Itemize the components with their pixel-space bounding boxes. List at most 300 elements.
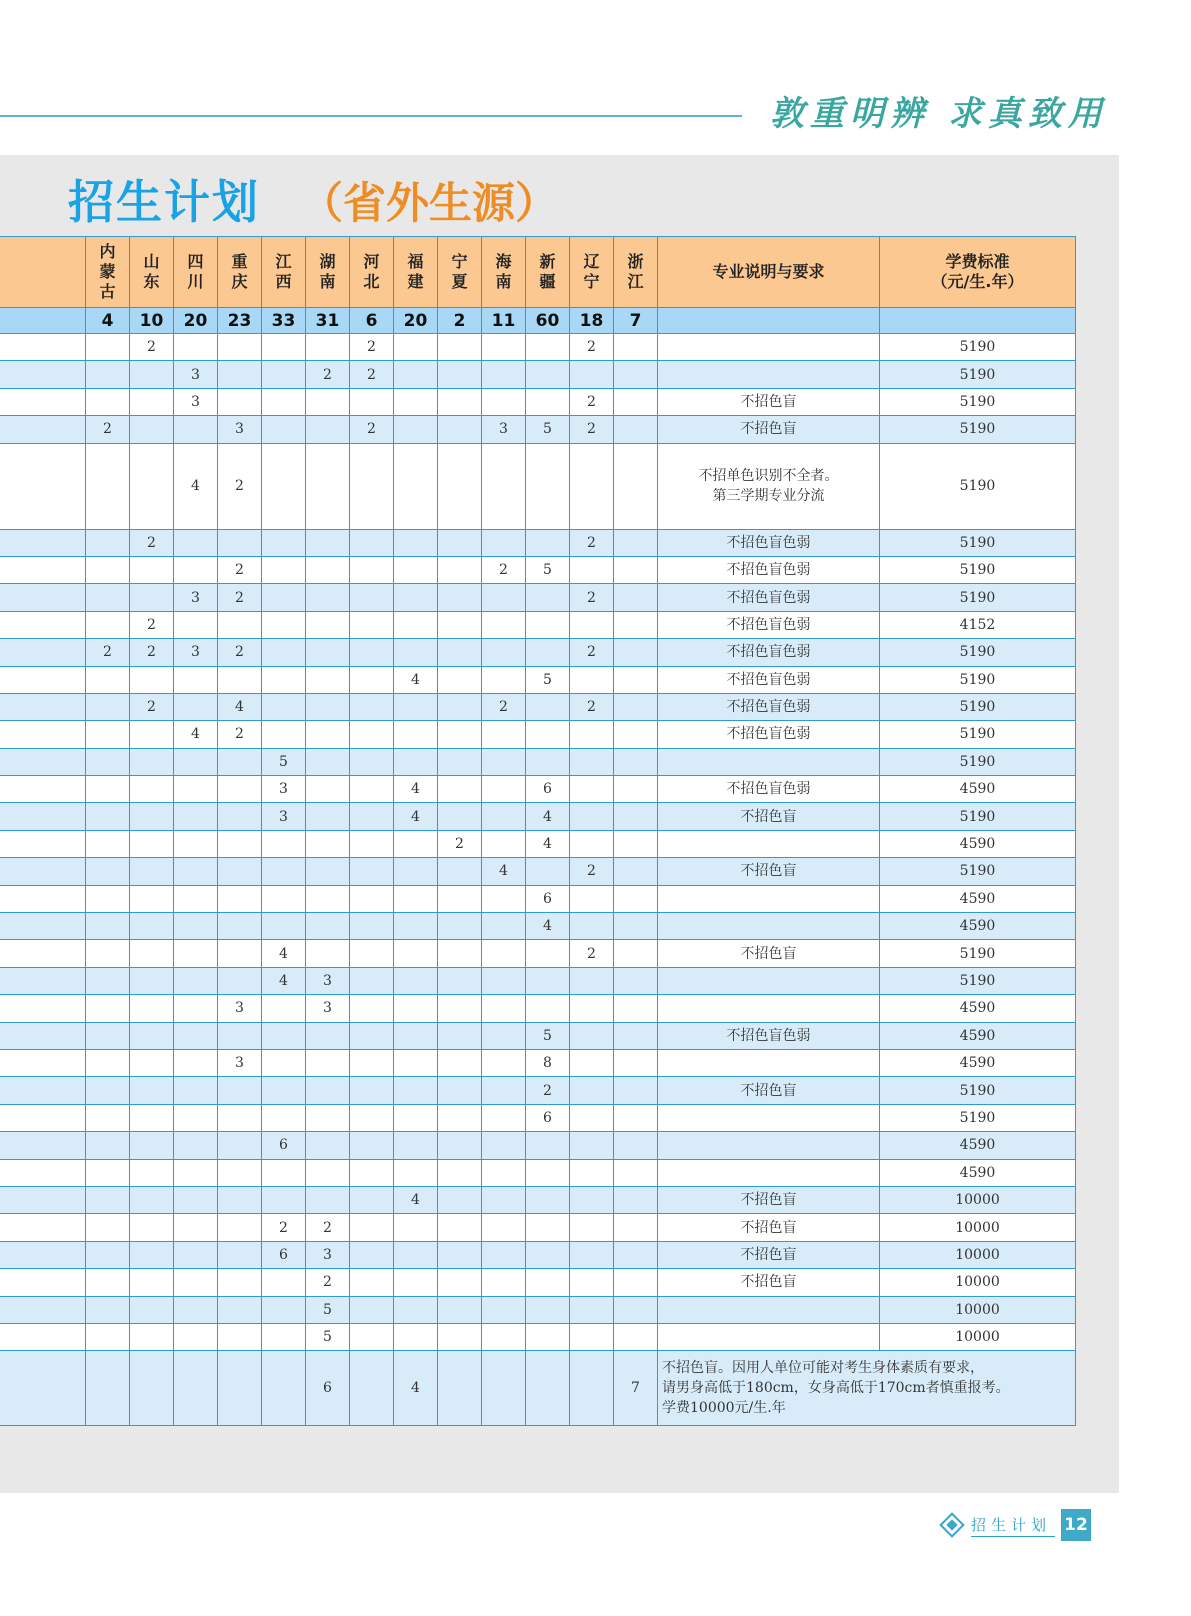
table-cell — [306, 940, 350, 967]
table-cell — [0, 529, 86, 556]
table-cell — [262, 388, 306, 415]
table-cell — [438, 556, 482, 583]
table-cell — [174, 776, 218, 803]
table-cell — [218, 940, 262, 967]
table-cell: 4590 — [880, 913, 1076, 940]
total-cell: 2 — [438, 308, 482, 334]
table-cell — [658, 1159, 880, 1186]
table-cell — [526, 721, 570, 748]
table-cell: 3 — [262, 776, 306, 803]
table-cell: 不招色盲 — [658, 1214, 880, 1241]
table-cell — [482, 1269, 526, 1296]
column-header: 河 北 — [350, 237, 394, 308]
table-cell: 2 — [86, 416, 130, 443]
table-cell — [86, 1159, 130, 1186]
table-cell — [570, 666, 614, 693]
table-cell: 4590 — [880, 830, 1076, 857]
page-footer — [943, 1509, 1091, 1541]
table-cell: 不招色盲 — [658, 1077, 880, 1104]
table-cell — [614, 940, 658, 967]
table-cell — [438, 1214, 482, 1241]
table-cell — [174, 556, 218, 583]
table-cell — [262, 1077, 306, 1104]
table-cell — [438, 1077, 482, 1104]
table-cell — [658, 1132, 880, 1159]
table-cell: 2 — [262, 1214, 306, 1241]
table-cell — [218, 1104, 262, 1131]
table-cell — [570, 1049, 614, 1076]
table-cell: 2 — [570, 639, 614, 666]
table-cell — [394, 1049, 438, 1076]
table-cell: 5 — [526, 1022, 570, 1049]
table-cell — [658, 1323, 880, 1350]
table-cell — [262, 830, 306, 857]
table-cell — [86, 995, 130, 1022]
table-cell: 5190 — [880, 556, 1076, 583]
table-cell — [570, 1351, 614, 1426]
table-cell — [394, 721, 438, 748]
table-cell — [482, 1132, 526, 1159]
table-cell — [394, 443, 438, 529]
table-cell — [438, 666, 482, 693]
table-cell — [174, 748, 218, 775]
table-cell — [350, 1132, 394, 1159]
table-cell — [438, 529, 482, 556]
table-cell — [614, 1104, 658, 1131]
table-cell — [438, 1049, 482, 1076]
table-cell — [306, 443, 350, 529]
table-cell — [130, 940, 174, 967]
table-cell: 不招色盲色弱 — [658, 639, 880, 666]
table-cell: 4 — [262, 967, 306, 994]
table-row — [0, 721, 1076, 748]
table-cell — [262, 1296, 306, 1323]
table-cell — [306, 858, 350, 885]
table-cell — [350, 1296, 394, 1323]
table-cell — [306, 584, 350, 611]
table-cell — [130, 1022, 174, 1049]
table-cell — [614, 388, 658, 415]
table-cell — [614, 443, 658, 529]
table-cell — [394, 1132, 438, 1159]
table-cell: 4590 — [880, 1049, 1076, 1076]
total-cell: 60 — [526, 308, 570, 334]
table-row — [0, 443, 1076, 529]
table-cell: 2 — [570, 940, 614, 967]
table-cell: 2 — [306, 1214, 350, 1241]
table-cell — [350, 611, 394, 638]
table-cell — [526, 748, 570, 775]
table-row — [0, 885, 1076, 912]
table-cell — [350, 913, 394, 940]
table-cell: 2 — [482, 556, 526, 583]
table-row — [0, 1241, 1076, 1268]
table-row — [0, 1323, 1076, 1350]
table-cell — [306, 334, 350, 361]
table-cell — [350, 1351, 394, 1426]
table-cell — [130, 388, 174, 415]
table-cell — [350, 1159, 394, 1186]
table-cell — [218, 1296, 262, 1323]
table-row — [0, 967, 1076, 994]
table-cell: 2 — [130, 639, 174, 666]
table-cell — [174, 1104, 218, 1131]
table-cell — [438, 693, 482, 720]
table-cell — [438, 885, 482, 912]
table-cell — [86, 334, 130, 361]
table-cell — [218, 388, 262, 415]
table-cell: 5190 — [880, 334, 1076, 361]
table-cell — [614, 885, 658, 912]
table-cell — [306, 388, 350, 415]
table-cell — [306, 1049, 350, 1076]
table-cell — [570, 803, 614, 830]
table-cell — [0, 748, 86, 775]
table-cell — [262, 1104, 306, 1131]
table-cell — [86, 1077, 130, 1104]
table-cell — [0, 858, 86, 885]
table-cell — [86, 584, 130, 611]
table-cell — [482, 334, 526, 361]
column-header: 湖 南 — [306, 237, 350, 308]
table-cell: 5190 — [880, 361, 1076, 388]
table-cell — [174, 1159, 218, 1186]
table-cell — [482, 1186, 526, 1213]
diamond-icon — [939, 1512, 964, 1537]
table-cell: 2 — [130, 611, 174, 638]
table-cell: 不招色盲色弱 — [658, 666, 880, 693]
table-cell: 2 — [526, 1077, 570, 1104]
table-cell — [306, 1186, 350, 1213]
table-cell: 8 — [526, 1049, 570, 1076]
table-cell: 4 — [526, 803, 570, 830]
table-cell — [658, 1296, 880, 1323]
table-row — [0, 1214, 1076, 1241]
table-cell — [218, 885, 262, 912]
table-cell — [130, 721, 174, 748]
table-cell — [394, 913, 438, 940]
table-cell — [570, 1159, 614, 1186]
table-cell: 10000 — [880, 1269, 1076, 1296]
table-cell — [218, 776, 262, 803]
table-cell — [438, 611, 482, 638]
table-cell — [350, 1186, 394, 1213]
table-cell — [394, 416, 438, 443]
table-cell — [174, 913, 218, 940]
total-cell — [658, 308, 880, 334]
column-header: 专业说明与要求 — [658, 237, 880, 308]
table-cell: 5190 — [880, 584, 1076, 611]
table-row — [0, 1077, 1076, 1104]
table-cell — [86, 885, 130, 912]
table-cell — [526, 1323, 570, 1350]
table-cell: 4590 — [880, 776, 1076, 803]
table-cell — [0, 443, 86, 529]
table-cell — [570, 556, 614, 583]
table-cell: 4 — [394, 666, 438, 693]
table-cell — [482, 1296, 526, 1323]
table-row — [0, 529, 1076, 556]
table-cell: 2 — [570, 693, 614, 720]
table-cell — [262, 1022, 306, 1049]
table-cell — [86, 940, 130, 967]
footer-section-label: 招生计划 — [971, 1514, 1055, 1537]
table-cell — [0, 556, 86, 583]
table-cell — [350, 1214, 394, 1241]
table-cell — [570, 995, 614, 1022]
total-cell: 23 — [218, 308, 262, 334]
table-cell — [174, 611, 218, 638]
table-cell — [526, 1241, 570, 1268]
table-cell — [130, 967, 174, 994]
table-cell — [130, 803, 174, 830]
table-cell — [0, 721, 86, 748]
table-cell — [130, 995, 174, 1022]
table-cell: 5190 — [880, 1104, 1076, 1131]
school-motto: 敦重明辨 求真致用 — [770, 94, 1108, 134]
table-cell — [614, 913, 658, 940]
table-row — [0, 776, 1076, 803]
table-cell: 5190 — [880, 1077, 1076, 1104]
table-cell — [614, 1132, 658, 1159]
table-cell — [130, 913, 174, 940]
table-cell — [526, 529, 570, 556]
table-cell — [86, 1296, 130, 1323]
table-cell — [614, 1049, 658, 1076]
table-cell — [218, 913, 262, 940]
table-cell — [526, 1296, 570, 1323]
table-cell — [438, 1159, 482, 1186]
table-cell: 4 — [174, 721, 218, 748]
table-cell — [438, 721, 482, 748]
table-cell — [174, 1323, 218, 1350]
table-cell — [570, 1132, 614, 1159]
table-cell — [350, 803, 394, 830]
table-cell: 4 — [218, 693, 262, 720]
table-cell — [350, 1049, 394, 1076]
table-cell — [570, 1077, 614, 1104]
table-cell: 3 — [306, 995, 350, 1022]
table-cell — [174, 967, 218, 994]
table-cell — [130, 885, 174, 912]
table-cell — [614, 995, 658, 1022]
table-cell — [306, 529, 350, 556]
table-cell — [86, 1022, 130, 1049]
table-cell — [306, 803, 350, 830]
table-cell — [174, 1296, 218, 1323]
table-cell — [614, 416, 658, 443]
table-row — [0, 1104, 1076, 1131]
table-cell — [394, 361, 438, 388]
page-subtitle: （省外生源） — [300, 179, 558, 229]
table-cell — [0, 584, 86, 611]
table-cell — [174, 529, 218, 556]
table-row — [0, 748, 1076, 775]
table-cell — [526, 1214, 570, 1241]
table-cell — [262, 584, 306, 611]
table-cell — [174, 416, 218, 443]
table-cell: 2 — [218, 443, 262, 529]
table-cell — [526, 693, 570, 720]
table-cell — [0, 830, 86, 857]
table-cell — [130, 1159, 174, 1186]
table-cell — [482, 830, 526, 857]
table-cell — [570, 1022, 614, 1049]
table-cell — [394, 334, 438, 361]
table-cell — [0, 388, 86, 415]
table-cell: 4590 — [880, 1132, 1076, 1159]
table-cell — [570, 913, 614, 940]
column-header: 学费标准 （元/生.年） — [880, 237, 1076, 308]
table-cell — [614, 830, 658, 857]
table-cell — [306, 748, 350, 775]
table-cell — [306, 721, 350, 748]
table-cell — [350, 1022, 394, 1049]
table-cell — [0, 1159, 86, 1186]
table-cell — [86, 1214, 130, 1241]
table-cell — [482, 1022, 526, 1049]
table-cell — [0, 776, 86, 803]
table-cell: 不招色盲 — [658, 388, 880, 415]
table-cell — [482, 443, 526, 529]
table-cell — [614, 611, 658, 638]
table-cell: 5190 — [880, 639, 1076, 666]
table-cell — [0, 1241, 86, 1268]
table-cell — [394, 611, 438, 638]
table-cell — [86, 803, 130, 830]
table-cell — [614, 1269, 658, 1296]
table-cell: 2 — [218, 556, 262, 583]
table-cell — [86, 1241, 130, 1268]
table-cell: 2 — [570, 858, 614, 885]
table-cell: 4 — [394, 1186, 438, 1213]
table-cell — [130, 1269, 174, 1296]
table-row — [0, 803, 1076, 830]
table-cell — [350, 995, 394, 1022]
table-cell — [262, 913, 306, 940]
table-cell: 2 — [570, 334, 614, 361]
total-cell — [880, 308, 1076, 334]
table-cell — [350, 885, 394, 912]
table-cell — [658, 913, 880, 940]
table-cell — [526, 967, 570, 994]
table-cell — [262, 1159, 306, 1186]
table-cell — [614, 1077, 658, 1104]
table-cell: 5 — [262, 748, 306, 775]
total-cell: 31 — [306, 308, 350, 334]
table-cell — [174, 1241, 218, 1268]
table-cell: 6 — [526, 1104, 570, 1131]
table-cell: 4 — [526, 830, 570, 857]
table-cell — [526, 1159, 570, 1186]
table-cell — [86, 748, 130, 775]
table-cell — [86, 913, 130, 940]
table-cell — [570, 1104, 614, 1131]
table-cell — [0, 611, 86, 638]
total-cell: 18 — [570, 308, 614, 334]
table-cell — [438, 913, 482, 940]
table-cell — [614, 803, 658, 830]
table-cell — [438, 1241, 482, 1268]
header-rule — [0, 115, 742, 117]
table-cell — [86, 611, 130, 638]
table-cell — [438, 803, 482, 830]
table-cell: 2 — [350, 334, 394, 361]
table-cell — [262, 443, 306, 529]
table-cell — [0, 1022, 86, 1049]
table-cell — [570, 776, 614, 803]
table-cell — [350, 1323, 394, 1350]
table-cell — [350, 858, 394, 885]
table-cell: 2 — [350, 361, 394, 388]
table-cell — [130, 1104, 174, 1131]
table-cell: 3 — [174, 388, 218, 415]
table-row — [0, 361, 1076, 388]
total-cell — [0, 308, 86, 334]
table-cell — [130, 666, 174, 693]
table-cell — [262, 693, 306, 720]
table-cell — [174, 1351, 218, 1426]
table-cell: 不招色盲 — [658, 1241, 880, 1268]
table-cell: 10000 — [880, 1323, 1076, 1350]
column-header: 四 川 — [174, 237, 218, 308]
table-cell — [130, 1132, 174, 1159]
table-cell: 5190 — [880, 693, 1076, 720]
table-cell — [350, 529, 394, 556]
table-cell — [86, 1049, 130, 1076]
table-cell: 4590 — [880, 1022, 1076, 1049]
table-cell: 4 — [174, 443, 218, 529]
table-cell — [394, 1022, 438, 1049]
table-cell — [86, 1186, 130, 1213]
table-cell — [130, 1323, 174, 1350]
table-cell — [394, 1269, 438, 1296]
table-cell — [86, 693, 130, 720]
table-cell — [570, 611, 614, 638]
table-cell — [0, 1214, 86, 1241]
total-cell: 10 — [130, 308, 174, 334]
table-cell — [86, 1132, 130, 1159]
table-cell — [174, 1077, 218, 1104]
table-cell — [0, 361, 86, 388]
table-cell — [130, 1186, 174, 1213]
total-cell: 33 — [262, 308, 306, 334]
table-cell — [614, 1159, 658, 1186]
table-cell — [482, 885, 526, 912]
table-cell — [394, 693, 438, 720]
table-cell — [438, 1351, 482, 1426]
table-cell: 3 — [218, 1049, 262, 1076]
total-cell: 20 — [394, 308, 438, 334]
column-header: 辽 宁 — [570, 237, 614, 308]
page-title: 招生计划 — [68, 175, 260, 229]
table-cell — [482, 529, 526, 556]
column-header: 内 蒙 古 — [86, 237, 130, 308]
table-cell: 3 — [482, 416, 526, 443]
table-cell — [218, 1159, 262, 1186]
table-cell: 2 — [306, 1269, 350, 1296]
table-row — [0, 1269, 1076, 1296]
table-cell — [306, 556, 350, 583]
table-cell — [0, 995, 86, 1022]
table-cell — [438, 748, 482, 775]
table-cell — [86, 776, 130, 803]
table-cell — [86, 1269, 130, 1296]
table-cell — [350, 967, 394, 994]
table-cell — [482, 1049, 526, 1076]
table-cell — [394, 1241, 438, 1268]
table-cell — [526, 334, 570, 361]
